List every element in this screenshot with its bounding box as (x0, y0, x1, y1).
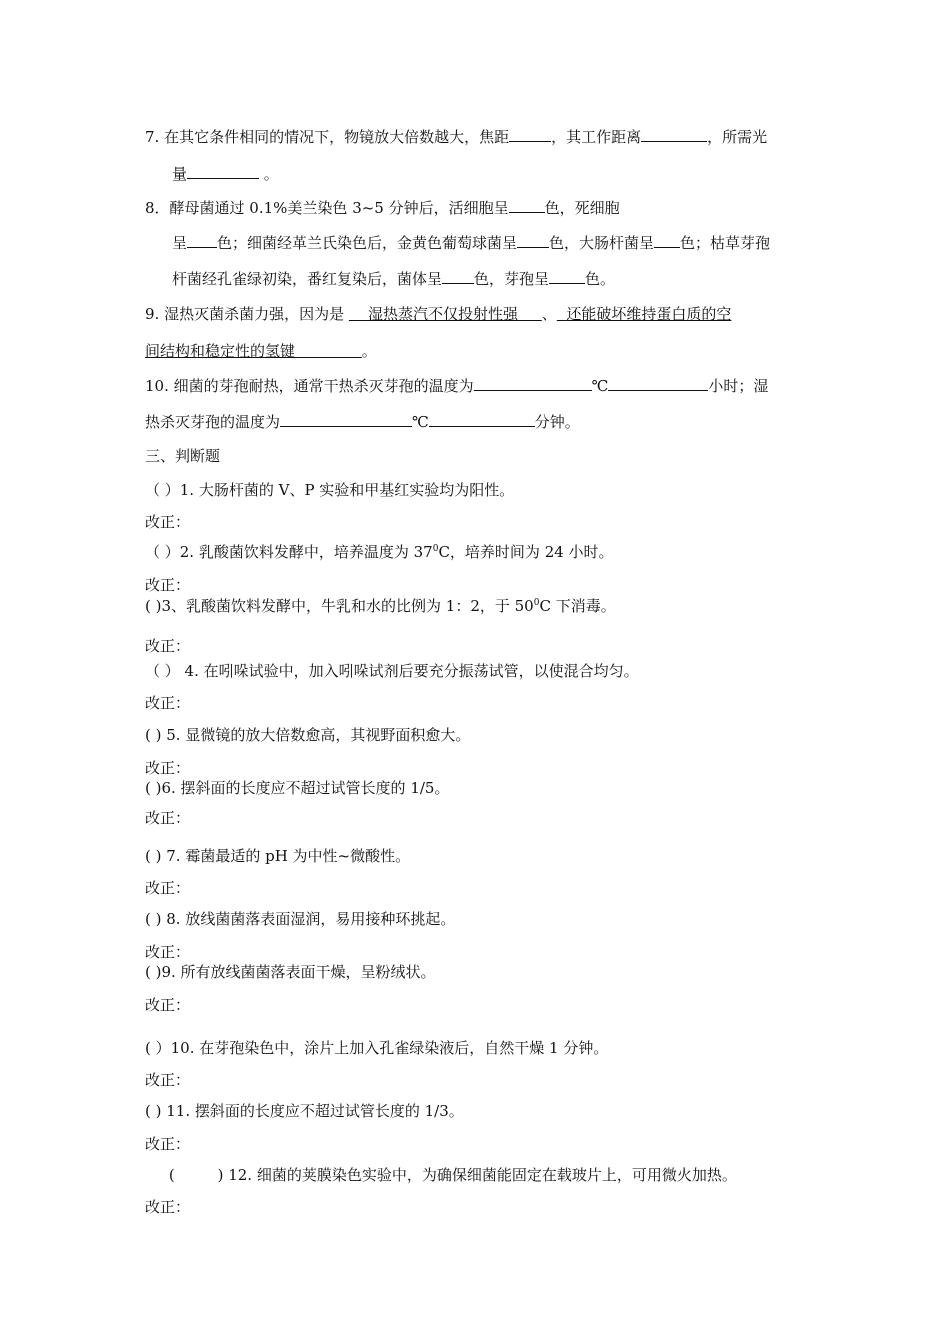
question-9-line-1 (145, 304, 731, 324)
q8-text-d: 色；细菌经革兰氏染色后，金黄色葡萄球菌呈 (217, 234, 518, 252)
blank-q10-moist-minutes[interactable] (429, 412, 535, 427)
correction-label-2: 改正： (145, 576, 191, 594)
blank-q8-spore[interactable] (549, 269, 585, 284)
blank-q8-cell-body[interactable] (442, 269, 474, 284)
q8-text-b: 色，死细胞 (544, 199, 620, 217)
q10-text-f: 分钟。 (534, 413, 580, 431)
q9-answer-1 (349, 305, 542, 323)
judge-item-2-degree: 0 (432, 544, 439, 554)
question-10-line-1 (145, 376, 768, 396)
correction-label-12: 改正： (145, 1198, 191, 1216)
q10-text-a: 10. 细菌的芽孢耐热，通常干热杀灭芽孢的温度为 (145, 377, 474, 395)
correction-label-1: 改正： (145, 513, 191, 531)
judge-item-2 (145, 542, 614, 562)
question-8-line-2 (172, 233, 770, 253)
blank-q10-moist-temp[interactable] (280, 412, 412, 427)
correction-label-5: 改正： (145, 759, 191, 777)
q9-text-a: 9. 湿热灭菌杀菌力强，因为是 (145, 305, 349, 323)
q7-text-b: ，其工作距离 (551, 128, 642, 146)
correction-label-9: 改正： (145, 996, 191, 1014)
judge-item-3 (145, 596, 616, 616)
q8-text-c: 呈 (172, 234, 188, 252)
blank-q7-light[interactable] (187, 164, 259, 179)
q9-text-f: 。 (361, 342, 377, 360)
q10-text-d: 热杀灭芽孢的温度为 (145, 413, 281, 431)
correction-label-3: 改正： (145, 637, 191, 655)
judge-item-3-text-a: ( )3、乳酸菌饮料发酵中，牛乳和水的比例为 1：2，于 50 (145, 597, 534, 615)
q8-text-i: 色。 (585, 270, 616, 288)
question-9-line-2 (145, 341, 377, 361)
question-7-line-2 (172, 164, 279, 184)
judge-item-8: ( ) 8. 放线菌菌落表面湿润，易用接种环挑起。 (145, 910, 456, 928)
q9-text-c: 、 (541, 305, 557, 323)
q9-answer-2 (557, 305, 732, 323)
correction-label-6: 改正： (145, 809, 191, 827)
q8-text-f: 色；枯草芽孢 (680, 234, 771, 252)
question-10-line-2 (145, 412, 580, 432)
correction-label-4: 改正： (145, 694, 191, 712)
blank-q10-dry-hours[interactable] (608, 376, 708, 391)
blank-q8-dead-cell[interactable] (187, 233, 217, 248)
judge-item-9: ( )9. 所有放线菌菌落表面干燥，呈粉绒状。 (145, 963, 436, 981)
judge-item-12: ( ) 12. 细菌的荚膜染色实验中，为确保细菌能固定在载玻片上，可用微火加热。 (145, 1166, 737, 1184)
judge-item-2-text-a: （ ）2. 乳酸菌饮料发酵中，培养温度为 37 (145, 543, 433, 561)
judge-item-5: ( ) 5. 显微镜的放大倍数愈高，其视野面积愈大。 (145, 726, 471, 744)
judge-item-2-text-b: C，培养时间为 24 小时。 (438, 543, 614, 561)
judge-item-11: ( ) 11. 摆斜面的长度应不超过试管长度的 1/3。 (145, 1102, 464, 1120)
section-title-judgement: 三、判断题 (145, 447, 221, 465)
question-8-line-1 (145, 198, 620, 218)
blank-q8-ecoli[interactable] (654, 233, 680, 248)
q9-answer-2-cont (145, 342, 362, 360)
blank-q8-staph[interactable] (517, 233, 549, 248)
q7-text-e: 。 (259, 165, 279, 183)
q8-text-a: 8．酵母菌通过 0.1%美兰染色 3~5 分钟后，活细胞呈 (145, 199, 509, 217)
judge-item-1: （ ）1. 大肠杆菌的 V、P 实验和甲基红实验均为阳性。 (145, 481, 515, 499)
q7-text-d: 量 (172, 165, 188, 183)
q9-answer-2-text: 还能破坏维持蛋白质的空 (566, 305, 732, 323)
q10-text-e: ℃ (412, 413, 429, 431)
q10-text-b: ℃ (591, 377, 609, 395)
blank-q10-dry-temp[interactable] (474, 376, 592, 391)
correction-label-7: 改正： (145, 879, 191, 897)
correction-label-11: 改正： (145, 1135, 191, 1153)
correction-label-10: 改正： (145, 1071, 191, 1089)
q9-answer-1-text: 湿热蒸汽不仅投射性强 (367, 305, 518, 323)
judge-item-10: ( ）10. 在芽孢染色中，涂片上加入孔雀绿染液后，自然干燥 1 分钟。 (145, 1039, 609, 1057)
judge-item-7: ( ) 7. 霉菌最适的 pH 为中性~微酸性。 (145, 847, 411, 865)
q9-answer-2-cont-text: 间结构和稳定性的氢键 (145, 342, 296, 360)
q10-text-c: 小时；湿 (708, 377, 769, 395)
question-7-line-1 (145, 127, 767, 147)
blank-q8-live-cell[interactable] (509, 198, 545, 213)
q8-text-e: 色，大肠杆菌呈 (549, 234, 655, 252)
judge-item-3-text-b: C 下消毒。 (539, 597, 616, 615)
blank-q7-focal-length[interactable] (509, 127, 551, 142)
judge-item-6: ( )6. 摆斜面的长度应不超过试管长度的 1/5。 (145, 779, 450, 797)
q7-text-a: 7. 在其它条件相同的情况下，物镜放大倍数越大，焦距 (145, 128, 510, 146)
q8-text-g: 杆菌经孔雀绿初染，番红复染后，菌体呈 (172, 270, 443, 288)
q7-text-c: ，所需光 (707, 128, 768, 146)
question-8-line-3 (172, 269, 615, 289)
judge-item-3-degree: 0 (533, 598, 540, 608)
blank-q7-working-distance[interactable] (641, 127, 707, 142)
q8-text-h: 色，芽孢呈 (474, 270, 550, 288)
correction-label-8: 改正： (145, 943, 191, 961)
judge-item-4: （ ） 4. 在吲哚试验中，加入吲哚试剂后要充分振荡试管，以使混合均匀。 (145, 662, 639, 680)
